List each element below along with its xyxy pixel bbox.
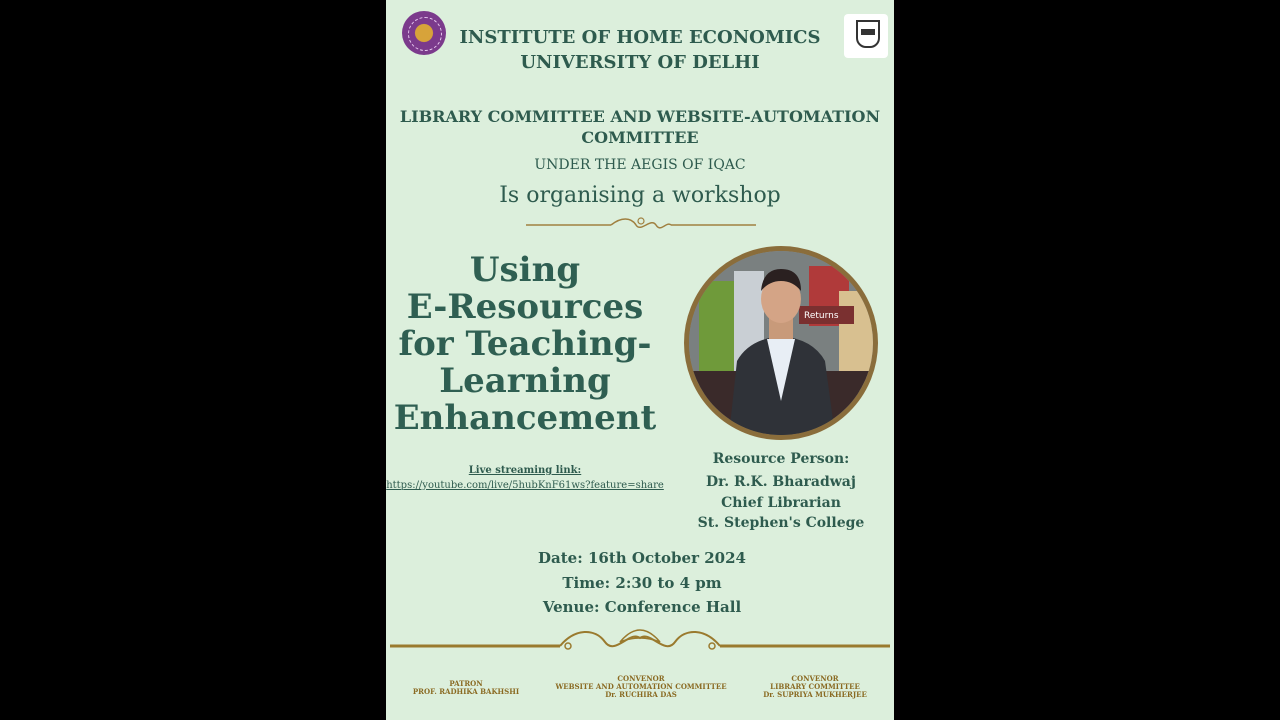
resource-person-organisation: St. Stephen's College (697, 515, 865, 531)
convenor-title: CONVENOR (617, 674, 665, 683)
resource-person-label: Resource Person: (712, 451, 850, 467)
event-date: Date: 16th October 2024 (538, 549, 746, 567)
event-time: Time: 2:30 to 4 pm (562, 574, 722, 592)
patron-name: PROF. RADHIKA BAKHSHI (412, 687, 520, 696)
resource-person-name: Dr. R.K. Bharadwaj (706, 474, 856, 490)
resource-person-role: Chief Librarian (721, 495, 841, 511)
title-line: Learning (439, 361, 611, 401)
event-venue: Venue: Conference Hall (542, 598, 742, 616)
convenor-library-credit (736, 675, 894, 699)
convenor-website-credit (546, 675, 736, 699)
convenor-title: CONVENOR (791, 674, 839, 683)
title-line: Using (469, 250, 581, 290)
title-line: Enhancement (393, 398, 657, 438)
organising-line: Is organising a workshop (499, 183, 781, 208)
photo-sign-text: Returns (804, 311, 839, 321)
committee-heading-line1: LIBRARY COMMITTEE AND WEBSITE-AUTOMATION (399, 107, 881, 126)
institute-name: INSTITUTE OF HOME ECONOMICS (459, 27, 821, 48)
university-name: UNIVERSITY OF DELHI (520, 52, 760, 73)
streaming-link-label: Live streaming link: (468, 465, 582, 476)
resource-person-photo (684, 246, 878, 440)
footer-divider-ornament (390, 618, 890, 662)
convenor-name: Dr. RUCHIRA DAS (605, 690, 677, 699)
patron-credit (386, 680, 546, 696)
aegis-line: UNDER THE AEGIS OF IQAC (534, 157, 746, 173)
title-line: for Teaching- (398, 324, 652, 364)
workshop-title (390, 252, 660, 437)
convenor-name: Dr. SUPRIYA MUKHERJEE (763, 690, 867, 699)
convenor-committee: LIBRARY COMMITTEE (770, 682, 860, 691)
divider-ornament (526, 213, 756, 233)
convenor-committee: WEBSITE AND AUTOMATION COMMITTEE (555, 682, 727, 691)
patron-title: PATRON (449, 679, 483, 688)
committee-heading-line2: COMMITTEE (581, 128, 699, 147)
title-line: E-Resources (406, 287, 644, 327)
poster (386, 0, 894, 720)
streaming-link[interactable]: https://youtube.com/live/5hubKnF61ws?feature=share (386, 480, 664, 491)
